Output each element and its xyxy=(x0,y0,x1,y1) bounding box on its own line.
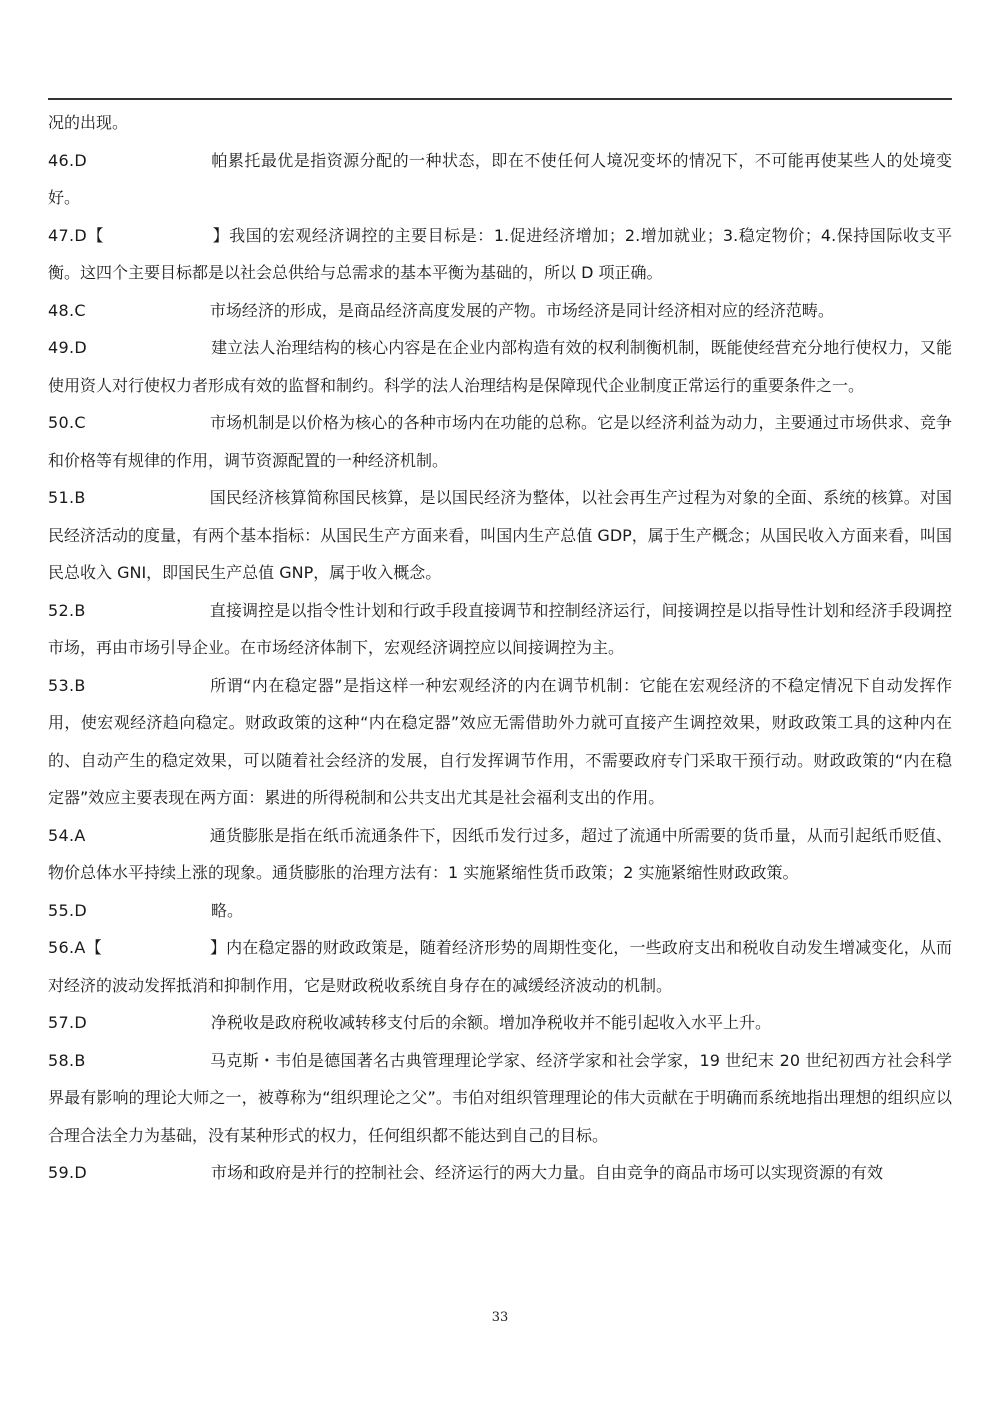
answer-text: 所谓“内在稳定器”是指这样一种宏观经济的内在调节机制：它能在宏观经济的不稳定情况下自动发挥作用，使宏观经济趋向稳定。财政政策的这种“内在稳定器”效应无需借助外力就可直接产生调控效果，财政政策工具的这种内在的、自动产生的稳定效果，可以随着社会经济的发展，自行发挥调节作用，不需要政府专门采取干预行动。财政政策的“内在稳定器”效应主要表现在两方面：累进的所得税制和公共支出尤其是社会福利支出的作用。 xyxy=(48,675,952,807)
answer-entry-48 xyxy=(48,292,952,330)
answer-text: 国民经济核算简称国民核算，是以国民经济为整体，以社会再生产过程为对象的全面、系统的核算。对国民经济活动的度量，有两个基本指标：从国民生产方面来看，叫国内生产总值 GDP，属于生产概念；从国民收入方面来看，叫国民总收入 GNI，即国民生产总值 GNP，属于收入概念。 xyxy=(48,488,952,582)
answer-text: 略。 xyxy=(210,900,243,920)
answer-entry-57 xyxy=(48,1004,952,1042)
answer-label: 59.D xyxy=(48,1163,87,1182)
answer-entry-58 xyxy=(48,1042,952,1155)
answer-text: 市场经济的形成，是商品经济高度发展的产物。市场经济是同计经济相对应的经济范畴。 xyxy=(209,300,834,320)
answer-entry-50 xyxy=(48,404,952,479)
answer-entry-51 xyxy=(48,479,952,592)
bracket-open: 【 xyxy=(85,938,102,957)
answer-text: 我国的宏观经济调控的主要目标是：1.促进经济增加；2.增加就业；3.稳定物价；4.保持国际收支平衡。这四个主要目标都是以社会总供给与总需求的基本平衡为基础的，所以 D 项正确。 xyxy=(48,225,952,282)
answer-text: 内在稳定器的财政政策是，随着经济形势的周期性变化，一些政府支出和税收自动发生增减变化，从而对经济的波动发挥抵消和抑制作用，它是财政税收系统自身存在的减缓经济波动的机制。 xyxy=(48,938,952,995)
page-number: 33 xyxy=(491,1310,509,1325)
answer-text: 市场和政府是并行的控制社会、经济运行的两大力量。自由竞争的商品市场可以实现资源的有效 xyxy=(210,1163,883,1182)
answer-label: 51.B xyxy=(48,488,86,507)
answer-label: 57.D xyxy=(48,1013,87,1032)
answer-label: 49.D xyxy=(48,338,87,357)
answer-label: 48.C xyxy=(48,300,86,320)
answer-entry-47 xyxy=(48,217,952,292)
answer-text: 建立法人治理结构的核心内容是在企业内部构造有效的权利制衡机制，既能使经营充分地行使权力，又能使用资人对行使权力者形成有效的监督和制约。科学的法人治理结构是保障现代企业制度正常运行的重要条件之一。 xyxy=(48,338,952,395)
answer-label: 53.B xyxy=(48,675,86,695)
answer-explanations xyxy=(48,104,952,1192)
answer-entry-56 xyxy=(48,929,952,1004)
continuation-text: 况的出现。 xyxy=(48,113,129,132)
answer-text: 帕累托最优是指资源分配的一种状态，即在不使任何人境况变坏的情况下，不可能再使某些人的处境变好。 xyxy=(48,150,952,207)
answer-text: 直接调控是以指令性计划和行政手段直接调节和控制经济运行，间接调控是以指导性计划和经济手段调控市场，再由市场引导企业。在市场经济体制下，宏观经济调控应以间接调控为主。 xyxy=(48,600,952,657)
bracket-close: 】 xyxy=(209,938,227,957)
answer-text: 净税收是政府税收减转移支付后的余额。增加净税收并不能引起收入水平上升。 xyxy=(210,1013,771,1032)
answer-label: 50.C xyxy=(48,413,86,432)
answer-label: 47.D xyxy=(48,225,87,245)
answer-label: 54.A xyxy=(48,825,86,845)
answer-entry-55 xyxy=(48,892,952,930)
header-rule xyxy=(48,98,952,100)
answer-entry-53 xyxy=(48,667,952,817)
answer-label: 52.B xyxy=(48,600,86,620)
answer-text: 通货膨胀是指在纸币流通条件下，因纸币发行过多，超过了流通中所需要的货币量，从而引起纸币贬值、物价总体水平持续上涨的现象。通货膨胀的治理方法有：1 实施紧缩性货币政策；2 实施紧缩性财政政策。 xyxy=(48,825,952,882)
answer-label: 58.B xyxy=(48,1050,86,1070)
answer-entry-54 xyxy=(48,817,952,892)
answer-label: 46.D xyxy=(48,150,87,170)
answer-entry-46 xyxy=(48,142,952,217)
answer-text: 马克斯・韦伯是德国著名古典管理理论学家、经济学家和社会学家，19 世纪末 20 世纪初西方社会科学界最有影响的理论大师之一，被尊称为“组织理论之父”。韦伯对组织管理理论的伟大贡献在于明确而系统地指出理想的组织应以合理合法全力为基础，没有某种形式的权力，任何组织都不能达到自己的目标。 xyxy=(48,1050,952,1145)
answer-text: 市场机制是以价格为核心的各种市场内在功能的总称。它是以经济利益为动力，主要通过市场供求、竞争和价格等有规律的作用，调节资源配置的一种经济机制。 xyxy=(48,413,952,470)
answer-entry-52 xyxy=(48,592,952,667)
bracket-open: 【 xyxy=(86,225,105,245)
answer-label: 55.D xyxy=(48,900,87,920)
answer-entry-49 xyxy=(48,329,952,404)
answer-label: 56.A xyxy=(48,938,86,957)
answer-entry-59 xyxy=(48,1154,952,1192)
bracket-close: 】 xyxy=(212,225,230,245)
